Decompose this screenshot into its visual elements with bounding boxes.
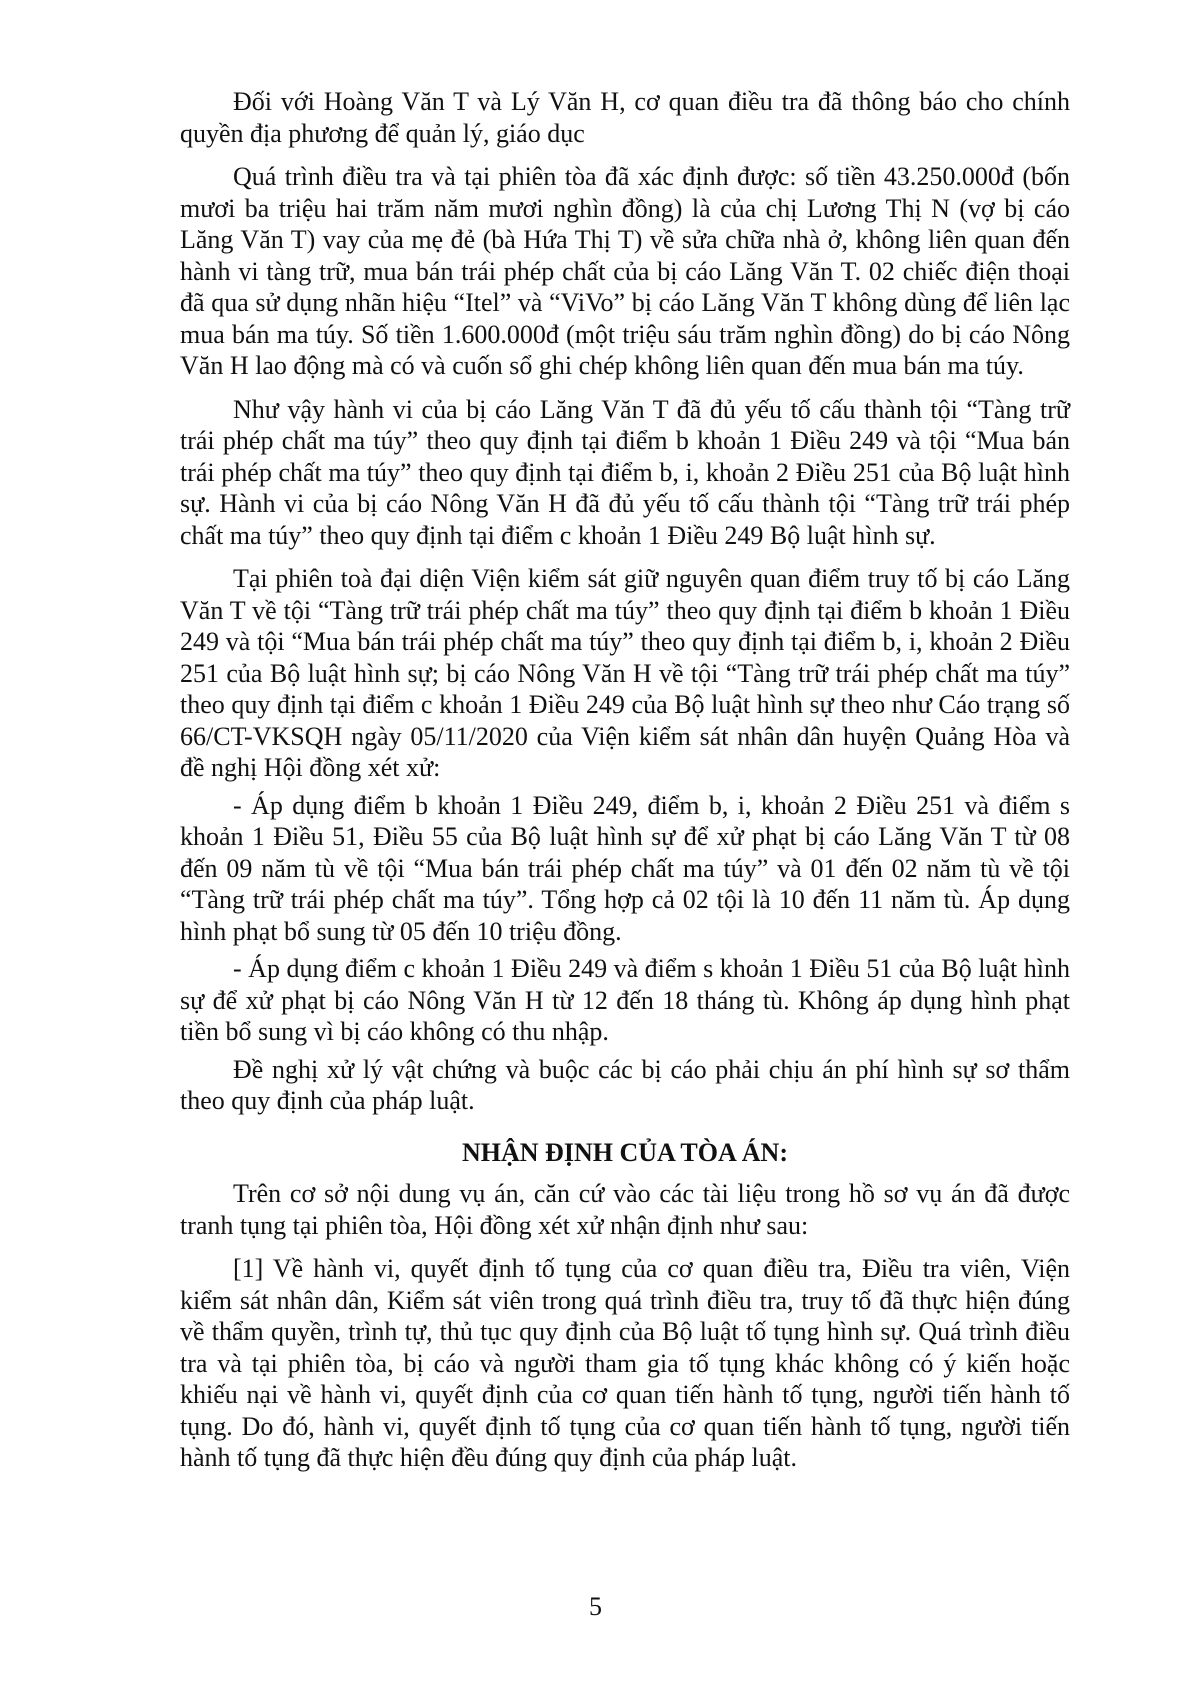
paragraph-prosecution-position: Tại phiên toà đại diện Viện kiểm sát giữ nguyên quan điểm truy tố bị cáo Lăng Văn T về tội “Tàng trữ trái phép chất ma túy” theo quy định tại điểm b khoản 1 Điều 249 và tội “Mua bán trái phép chất ma túy” theo quy định tại điểm b, i, khoản 2 Điều 251 của Bộ luật hình sự; bị cáo Nông Văn H về tội “Tàng trữ trái phép chất ma túy” theo quy định tại điểm c khoản 1 Điều 249 của Bộ luật hình sự theo như Cáo trạng số 66/CT-VKSQH ngày 05/11/2020 của Viện kiểm sát nhân dân huyện Quảng Hòa và đề nghị Hội đồng xét xử: bbox=[180, 564, 1070, 782]
paragraph-notification: Đối với Hoàng Văn T và Lý Văn H, cơ quan điều tra đã thông báo cho chính quyền địa phương để quản lý, giáo dục bbox=[180, 87, 1070, 148]
page-number: 5 bbox=[589, 1592, 602, 1621]
document-page bbox=[180, 86, 1070, 1474]
section-heading: NHẬN ĐỊNH CỦA TÒA ÁN: bbox=[462, 1137, 788, 1167]
paragraph-procedural-assessment: [1] Về hành vi, quyết định tố tụng của cơ quan điều tra, Điều tra viên, Viện kiểm sát nhân dân, Kiểm sát viên trong quá trình điều tra, truy tố đã thực hiện đúng về thẩm quyền, trình tự, thủ tục quy định của Bộ luật tố tụng hình sự. Quá trình điều tra và tại phiên tòa, bị cáo và người tham gia tố tụng khác không có ý kiến hoặc khiếu nại về hành vi, quyết định của cơ quan tiến hành tố tụng, người tiến hành tố tụng. Do đó, hành vi, quyết định tố tụng của cơ quan tiến hành tố tụng, người tiến hành tố tụng đã thực hiện đều đúng quy định của pháp luật. bbox=[180, 1254, 1070, 1472]
paragraph-offense-elements: Như vậy hành vi của bị cáo Lăng Văn T đã đủ yếu tố cấu thành tội “Tàng trữ trái phép chất ma túy” theo quy định tại điểm b khoản 1 Điều 249 và tội “Mua bán trái phép chất ma túy” theo quy định tại điểm b, i, khoản 2 Điều 251 của Bộ luật hình sự. Hành vi của bị cáo Nông Văn H đã đủ yếu tố cấu thành tội “Tàng trữ trái phép chất ma túy” theo quy định tại điểm c khoản 1 Điều 249 Bộ luật hình sự. bbox=[180, 394, 1070, 550]
paragraph-sentence-proposal-t: - Áp dụng điểm b khoản 1 Điều 249, điểm b, i, khoản 2 Điều 251 và điểm s khoản 1 Điều 51, Điều 55 của Bộ luật hình sự để xử phạt bị cáo Lăng Văn T từ 08 đến 09 năm tù về tội “Mua bán trái phép chất ma túy” và 01 đến 02 năm tù về tội “Tàng trữ trái phép chất ma túy”. Tổng hợp cả 02 tội là 10 đến 11 năm tù. Áp dụng hình phạt bổ sung từ 05 đến 10 triệu đồng. bbox=[180, 790, 1070, 946]
paragraph-sentence-proposal-h: - Áp dụng điểm c khoản 1 Điều 249 và điểm s khoản 1 Điều 51 của Bộ luật hình sự để xử phạt bị cáo Nông Văn H từ 12 đến 18 tháng tù. Không áp dụng hình phạt tiền bổ sung vì bị cáo không có thu nhập. bbox=[180, 954, 1070, 1046]
paragraph-evidence-handling: Đề nghị xử lý vật chứng và buộc các bị cáo phải chịu án phí hình sự sơ thẩm theo quy định của pháp luật. bbox=[180, 1054, 1070, 1115]
paragraph-investigation-findings: Quá trình điều tra và tại phiên tòa đã xác định được: số tiền 43.250.000đ (bốn mươi ba triệu hai trăm năm mươi nghìn đồng) là của chị Lương Thị N (vợ bị cáo Lăng Văn T) vay của mẹ đẻ (bà Hứa Thị T) về sửa chữa nhà ở, không liên quan đến hành vi tàng trữ, mua bán trái phép chất của bị cáo Lăng Văn T. 02 chiếc điện thoại đã qua sử dụng nhãn hiệu “Itel” và “ViVo” bị cáo Lăng Văn T không dùng để liên lạc mua bán ma túy. Số tiền 1.600.000đ (một triệu sáu trăm nghìn đồng) do bị cáo Nông Văn H lao động mà có và cuốn sổ ghi chép không liên quan đến mua bán ma túy. bbox=[180, 162, 1070, 380]
paragraph-court-basis: Trên cơ sở nội dung vụ án, căn cứ vào các tài liệu trong hồ sơ vụ án đã được tranh tụng tại phiên tòa, Hội đồng xét xử nhận định như sau: bbox=[180, 1179, 1070, 1240]
